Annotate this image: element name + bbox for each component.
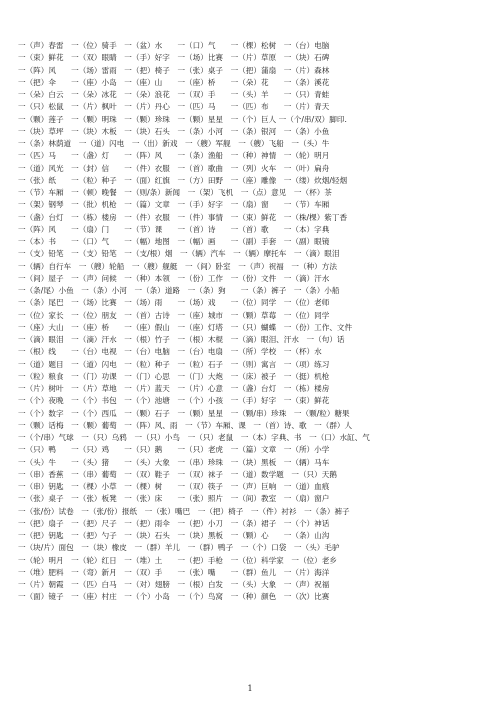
text-line-6: 一（只）松鼠 一（片）枫叶 一（片）丹心 一（匹）马 一（匹）布 一（片）青天 bbox=[18, 102, 330, 112]
text-line-43: 一（轮）明月 一（轮）红日 一（堆）土 一（把）手枪 一（位）科学家 一（位）老乡 bbox=[18, 555, 337, 565]
text-line-41: 一（把）钥匙 一（把）勺子 一（块）石头 一（块）黑板 一（颗）心 一（条）山沟 bbox=[18, 531, 330, 540]
text-line-44: 一（堆）肥料 一（弯）新月 一（双）手 一（张）嘴 一（群）鱼儿 一（片）海洋 bbox=[18, 567, 330, 577]
text-line-1: 一（声）春雷 一（位）骑手 一（盆）水 一（口）气 一（棵）松树 一（台）电脑 bbox=[18, 41, 330, 50]
text-line-25: 一（滴）眼泪 一（滴）汗水 一（根）竹子 一（根）木棍 一（滴）眼泪、汗水 一（句）话 bbox=[18, 335, 345, 344]
measure-word-worksheet bbox=[18, 40, 486, 604]
page-number: 1 bbox=[247, 684, 253, 693]
text-line-36: 一（串）香蕉 一（串）葡萄 一（双）鞋子 一（双）袜子 一（道）数学题 一（只）天鹅 bbox=[18, 469, 337, 479]
text-line-26: 一（根）线 一（台）电视 一（台）电脑 一（台）电扇 一（所）学校 一（杯）水 bbox=[18, 347, 322, 357]
text-line-39: 一（张/份）试卷 一（张/份）报纸 一（张）嘴巴 一（把）椅子 一（件）衬衫 一（条）裤子 bbox=[18, 506, 350, 516]
text-line-30: 一（个）夜晚 一（个）书包 一（个）池塘 一（个）小孩 一（手）好字 一（束）鲜花 bbox=[18, 396, 330, 406]
text-line-5: 一（朵）白云 一（朵）冰花 一（朵）浪花 一（双）手 一（头）羊 一（只）青蛙 bbox=[18, 90, 330, 99]
text-line-45: 一（片）朝霞 一（匹）白马 一（对）翅膀 一（根）白发 一（头）大象 一（声）祝福 bbox=[18, 580, 330, 589]
text-line-37: 一（串）钥匙 一（棵）小草 一（棵）树 一（双）筷子 一（声）巨响 一（道）血痕 bbox=[18, 482, 330, 491]
text-line-38: 一（张）桌子 一（张）板凳 一（张）床 一（张）照片 一（间）教室 一（扇）窗户 bbox=[18, 494, 330, 504]
text-line-14: 一（架）钢琴 一（批）机枪 一（篇）文章 一（手）好字 一（扇）窗 一（节）车厢 bbox=[18, 200, 330, 210]
text-line-20: 一（间）屋子 一（声）问候 一（种）本领 一（份）工作 一（份）文件 一（滴）汗水 bbox=[18, 273, 330, 283]
text-line-15: 一（盏）台灯 一（栋）楼房 一（件）衣服 一（件）事情 一（束）鲜花 一（株/棵）紫丁香 bbox=[18, 212, 348, 222]
text-line-24: 一（座）大山 一（座）桥 一（座）假山 一（座）灯塔 一（只）蝴蝶 一（份）工作、文件 bbox=[18, 322, 353, 332]
text-line-13: 一（节）车厢 一（顿）晚餐 一（则/条）新闻 一（架）飞机 一（点）意见 一（杯）茶 bbox=[18, 188, 332, 197]
text-line-46: 一（面）镜子 一（座）村庄 一（个）小岛 一（个）鸟窝 一（种）颜色 一（次）比赛 bbox=[18, 592, 330, 602]
text-line-2: 一（束）鲜花 一（双）眼睛 一（手）好字 一（场）比赛 一（片）草原 一（块）石碑 bbox=[18, 53, 330, 63]
text-line-19: 一（辆）自行车 一（艘）轮船 一（艘）舰艇 一（间）卧室 一（声）祝福 一（种）方法 bbox=[18, 261, 337, 271]
text-line-9: 一（条）林荫道 一（道）闪电 一（出）新戏 一（艘）军舰 一（艘）飞船 一（头）牛 bbox=[18, 139, 330, 148]
text-line-11: 一（道）风光 一（封）信 一（件）衣服 一（首）歌曲 一（列）火车 一（叶）扁舟 bbox=[18, 163, 330, 173]
text-line-8: 一（块）草坪 一（块）木板 一（块）石头 一（条）小河 一（条）银河 一（条）小鱼 bbox=[18, 126, 330, 136]
text-line-32: 一（颗）话梅 一（颗）葡萄 一（阵）风、雨 一（节）车厢、课 一（首）诗、歌 一（群）人 bbox=[18, 420, 353, 430]
text-line-16: 一（阵）风 一（扇）门 一（节）课 一（首）诗 一（首）歌 一（本）字典 bbox=[18, 224, 330, 234]
text-line-12: 一（张）纸 一（粒）种子 一（面）红旗 一（方）田野 一（座）雕像 一（缕）炊烟/轻烟 bbox=[18, 175, 348, 185]
text-line-40: 一（把）扇子 一（把）尺子 一（把）雨伞 一（把）小刀 一（条）裙子 一（个）神话 bbox=[18, 518, 330, 528]
text-line-22: 一（条）尾巴 一（场）比赛 一（场）雨 一（场）戏 一（位）同学 一（位）老师 bbox=[18, 298, 330, 308]
text-line-31: 一（个）数字 一（个）西瓜 一（颗）石子 一（颗）星星 一（颗/串）珍珠 一（颗/粒）糖果 bbox=[18, 408, 350, 418]
text-line-34: 一（只）鸭 一（只）鸡 一（只）鹅 一（只）老虎 一（篇）文章 一（所）小学 bbox=[18, 445, 330, 455]
text-line-33: 一（个/串）气球 一（只）乌鸦 一（只）小鸟 一（只）老鼠 一（本）字典、书 一（口）水缸、气 bbox=[18, 433, 370, 442]
text-line-17: 一（本）书 一（口）气 一（幅）地图 一（幅）画 一（副）手套 一（副）眼镜 bbox=[18, 237, 330, 246]
text-line-7: 一（颗）莲子 一（颗）明珠 一（颗）珍珠 一（颗）星星 一（个）巨人 一（个/串/双）脚印. bbox=[18, 114, 347, 124]
text-line-42: 一（块/片）面包 一（块）橡皮 一（群）羊儿 一（群）鸭子 一（个）口袋 一（头）毛驴 bbox=[18, 543, 340, 553]
text-line-28: 一（粒）粮食 一（门）功课 一（门）心思 一（门）大炮 一（床）被子 一（挺）机枪 bbox=[18, 371, 330, 381]
text-line-29: 一（片）树叶 一（片）草地 一（片）蓝天 一（片）心意 一（盏）台灯 一（栋）楼房 bbox=[18, 384, 330, 393]
text-line-27: 一（道）题目 一（道）闪电 一（粒）种子 一（粒）石子 一（则）寓言 一（项）练习 bbox=[18, 359, 330, 369]
text-line-21: 一（条/尾）小鱼 一（条）小河 一（条）道路 一（条）狗 一（条）裤子 一（条）小船 bbox=[18, 286, 340, 295]
text-line-3: 一（阵）风 一（场）雷雨 一（把）椅子 一（张）桌子 一（把）蒲扇 一（片）森林 bbox=[18, 65, 330, 75]
text-line-10: 一（匹）马 一（盏）灯 一（阵）风 一（条）渔船 一（种）神情 一（轮）明月 bbox=[18, 151, 330, 161]
text-line-23: 一（位）家长 一（位）朋友 一（首）古诗 一（座）城市 一（颗）草莓 一（位）同学 bbox=[18, 310, 330, 320]
text-line-35: 一（头）牛 一（头）猪 一（头）大象 一（串）珍珠 一（块）黑板 一（辆）马车 bbox=[18, 457, 330, 467]
text-line-4: 一（把）伞 一（座）小岛 一（座）山 一（座）桥 一（朵）花 一（条）溪花 bbox=[18, 77, 330, 87]
text-line-18: 一（支）铅笔 一（支）铅笔 一（支/根）烟 一（辆）汽车 一（辆）摩托车 一（滴）眼泪 bbox=[18, 249, 340, 259]
